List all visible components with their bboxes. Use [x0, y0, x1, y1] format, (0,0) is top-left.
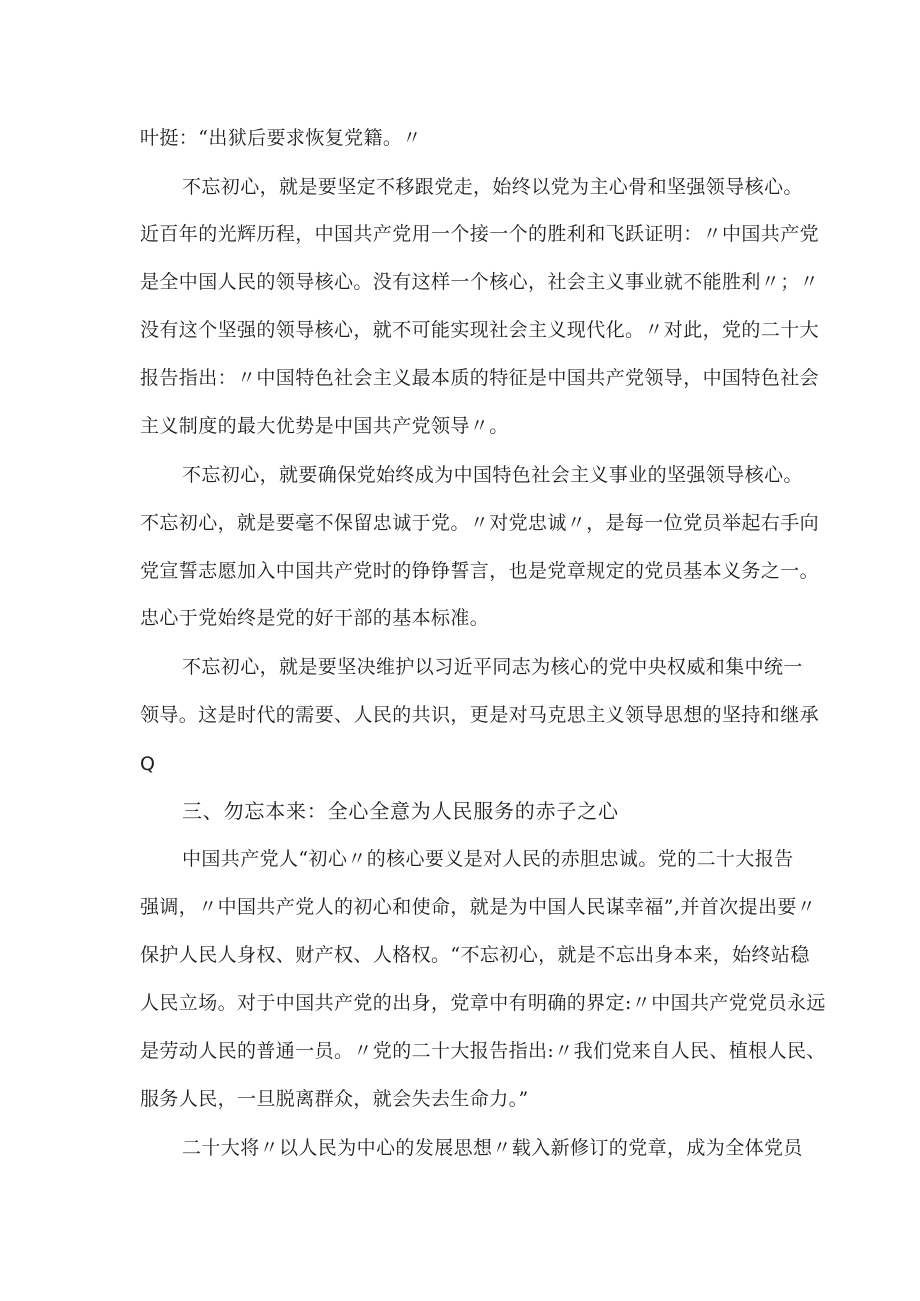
- paragraph-line: 不忘初心，就要确保党始终成为中国特色社会主义事业的坚强领导核心。: [182, 464, 803, 486]
- paragraph-line: 不忘初心，就是要毫不保留忠诚于党。〃对党忠诚〃，是每一位党员举起右手向: [140, 512, 820, 534]
- paragraph-line: 近百年的光辉历程，中国共产党用一个接一个的胜利和飞跃证明：〃中国共产党: [140, 223, 820, 245]
- paragraph-line: 报告指出：〃中国特色社会主义最本质的特征是中国共产党领导，中国特色社会: [140, 367, 820, 389]
- paragraph-line: 主义制度的最大优势是中国共产党领导〃。: [140, 415, 509, 437]
- paragraph-line: 不忘初心，就是要坚决维护以习近平同志为核心的党中央权威和集中统一: [182, 656, 803, 678]
- section-heading: 三、勿忘本来：全心全意为人民服务的赤子之心: [182, 799, 619, 823]
- paragraph-line: 是劳动人民的普通一员。〃党的二十大报告指出:〃我们党来自人民、植根人民、: [140, 1040, 826, 1062]
- paragraph-line: 不忘初心，就是要坚定不移跟党走，始终以党为主心骨和坚强领导核心。: [182, 176, 803, 198]
- paragraph-line: 领导。这是时代的需要、人民的共识，更是对马克思主义领导思想的坚持和继承: [140, 704, 820, 726]
- paragraph-line: 是全中国人民的领导核心。没有这样一个核心，社会主义事业就不能胜利〃；〃: [140, 271, 820, 293]
- paragraph-line: 服务人民，一旦脱离群众，就会失去生命力。”: [140, 1088, 529, 1110]
- paragraph-line: 叶挺：“出狱后要求恢复党籍。〃: [140, 127, 422, 149]
- paragraph-line: 党宣誓志愿加入中国共产党时的铮铮誓言，也是党章规定的党员基本义务之一。: [140, 560, 820, 582]
- paragraph-line: 中国共产党人“初心〃的核心要义是对人民的赤胆忠诚。党的二十大报告: [182, 848, 794, 870]
- paragraph-line: 强调，〃中国共产党人的初心和使命，就是为中国人民谋幸福”,并首次提出要〃: [140, 896, 817, 918]
- paragraph-line: 二十大将〃以人民为中心的发展思想〃载入新修订的党章，成为全体党员: [182, 1137, 803, 1159]
- paragraph-line: 保护人民人身权、财产权、人格权。“不忘初心，就是不忘出身本来，始终站稳: [140, 944, 810, 966]
- paragraph-line: 没有这个坚强的领导核心，就不可能实现社会主义现代化。〃对此，党的二十大: [140, 319, 820, 341]
- paragraph-line: 人民立场。对于中国共产党的出身，党章中有明确的界定:〃中国共产党党员永远: [140, 992, 826, 1014]
- paragraph-line: 忠心于党始终是党的好干部的基本标准。: [140, 607, 490, 629]
- stray-character: Q: [140, 753, 156, 775]
